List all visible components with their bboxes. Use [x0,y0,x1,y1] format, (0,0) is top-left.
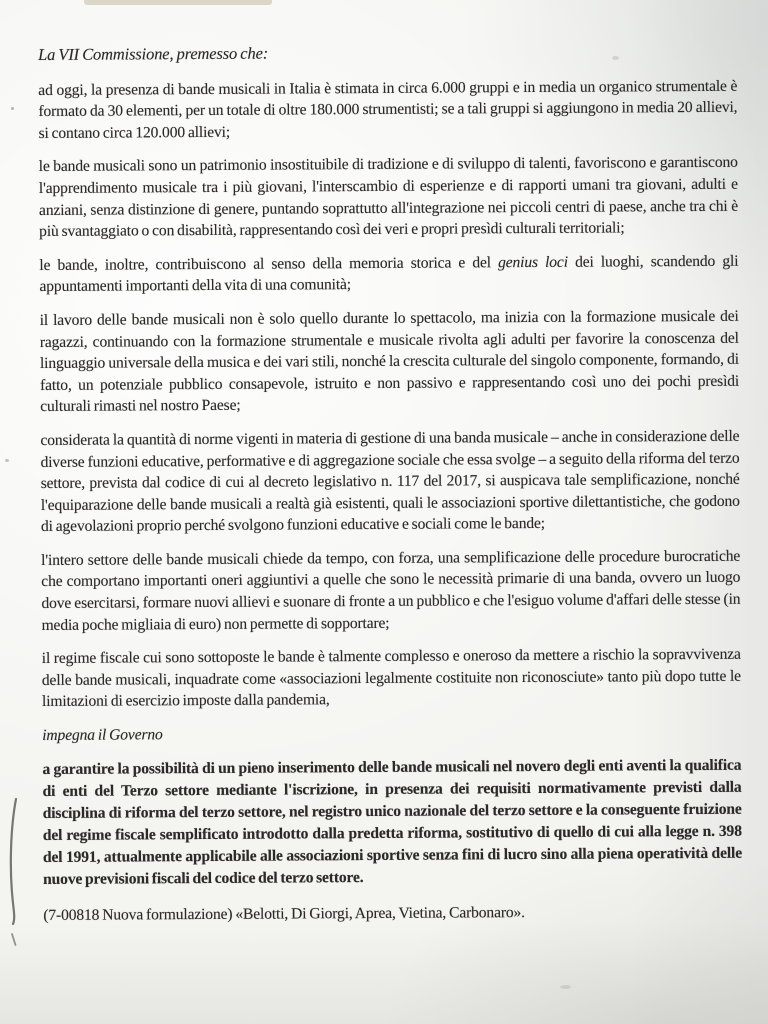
premise-paragraph-7 [42,644,741,713]
paragraph-text: le bande musicali sono un patrimonio insostituibile di tradizione e di sviluppo di talenti, favoriscono e garantiscono l'apprendimento musicale tra i più giovani, l'interscambio di esperienze e di rapporti umani tra giovani, adulti e anziani, senza distinzione di genere, puntando soprattutto all'integrazione nei piccoli centri di paese, anche tra chi è più svantaggiato o con disabilità, rappresentando così dei veri e propri presìdi culturali territoriali; [38,154,739,241]
paper-speck [5,459,9,462]
paragraph-text: le bande, inoltre, contribuiscono al senso della memoria storica e del [39,253,499,274]
paragraph-text: impegna il Governo [42,726,163,745]
premise-paragraph-5 [40,426,740,538]
signature-line [43,900,742,926]
paper-speck [11,107,14,110]
paper-smudge [560,985,571,989]
premise-paragraph-6 [41,546,741,637]
paragraph-text: il regime fiscale cui sono sottoposte le bande è talmente complesso e oneroso da mettere a rischio la sopravvivenza delle bande musicali, inquadrate come «associazioni legalmente costituite non riconosciute» tanto più dopo tutte le limitazioni di esercizio imposte dalla pandemia, [41,645,741,711]
paragraph-text: considerata la quantità di norme vigenti in materia di gestione di una banda musicale – anche in considerazione delle diverse funzioni educative, performative e di aggregazione sociale che essa svolge – a seguito della riforma del terzo settore, prevista dal codice di cui al decreto legislativo n. 117 del 2017, si auspicava tale semplificazione, nonché l'equiparazione delle bande musicali a realtà già esistenti, quali le associazioni sportive dilettantistiche, che godono di agevolazioni proprio perché svolgono funzioni educative e sociali come le bande; [40,427,740,536]
photo-top-edge-shadow [84,0,272,5]
commitment-paragraph [42,754,742,890]
document-body [38,40,742,926]
commission-heading: La VII Commissione, premesso che: [38,43,269,64]
engagement-clause [42,721,741,747]
premise-paragraph-4 [40,306,740,418]
paragraph-text: dei luoghi, scandendo gli appuntamenti importanti della vita di una comunità; [39,252,739,296]
paragraph-text: ad oggi, la presenza di bande musicali in Italia è stimata in circa 6.000 gruppi e in media un organico strumentale è formato da 30 elementi, per un totale di oltre 180.000 strumentisti; se a tali gruppi si aggiungono in media 20 allievi, si contano circa 120.000 allievi; [38,77,738,142]
margin-pen-mark [5,796,25,952]
paragraph-text: il lavoro delle bande musicali non è solo quello durante lo spettacolo, ma inizia con la formazione musicale dei ragazzi, continuando con la formazione strumentale e musicale rivolta agli adulti per favorire la conoscenza del linguaggio universale della musica e dei vari stili, nonché la crescita culturale del singolo componente, formando, di fatto, un potenziale pubblico consapevole, istruito e non passivo e rappresentando così uno dei pochi presìdi culturali rimasti nel nostro Paese; [39,307,740,416]
latin-phrase-italic: genius loci [498,253,568,271]
paragraph-text: (7-00818 Nuova formulazione) «Belotti, Di Giorgi, Aprea, Vietina, Carbonaro». [43,903,525,924]
premise-paragraph-2 [39,152,739,243]
resolution-text [38,75,742,926]
premise-paragraph-1 [38,75,737,144]
paragraph-text: a garantire la possibilità di un pieno inserimento delle bande musicali nel novero degli enti aventi la qualifica di enti del Terzo settore mediante l'iscrizione, in presenza dei requisiti normativamente previsti dalla disciplina di riforma del terzo settore, nel registro unico nazionale del terzo settore e la conseguente fruizione del regime fiscale semplificato introdotto dalla predetta riforma, sostitutivo di quello di cui alla legge n. 398 del 1991, attualmente applicabile alle associazioni sportive senza fini di lucro sino alla piena operatività delle nuove previsioni fiscali del codice del terzo settore. [42,756,743,888]
premise-paragraph-3 [39,250,738,297]
paragraph-text: l'intero settore delle bande musicali chiede da tempo, con forza, una semplificazione delle procedure burocratiche che comportano importanti oneri aggiuntivi a quelle che sono le necessità primarie di una banda, ovvero un luogo dove esercitarsi, formare nuovi allievi e suonare di fronte a un pubblico e che l'esiguo volume d'affari delle stesse (in media poche migliaia di euro) non permette di sopportare; [41,547,741,634]
